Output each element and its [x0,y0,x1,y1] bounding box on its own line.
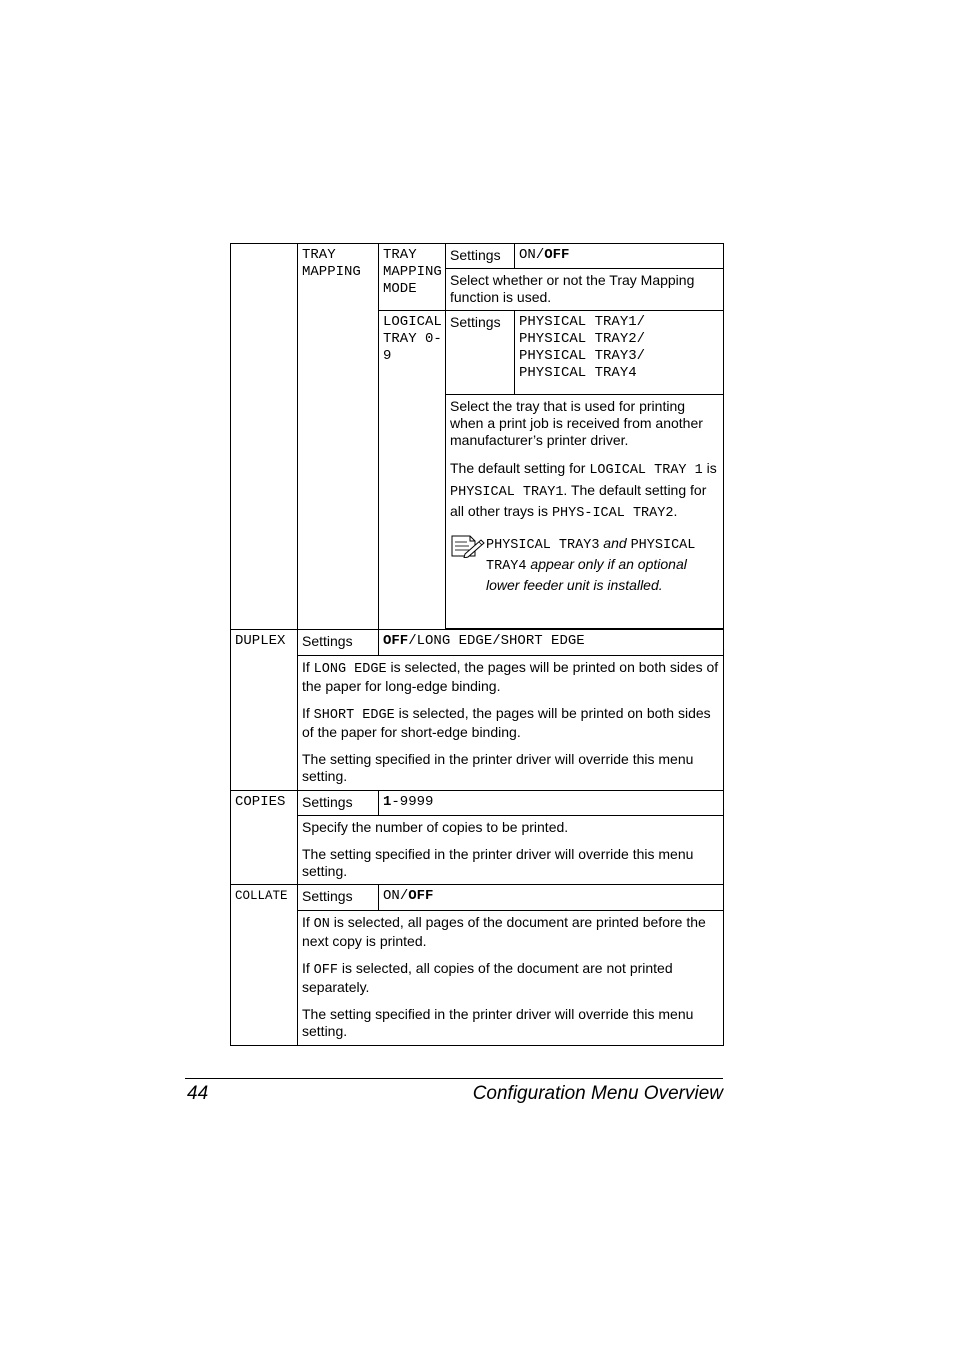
page-footer-title: Configuration Menu Overview [472,1083,723,1104]
logical-tray-options [515,311,724,395]
description-paragraph: Specify the number of copies to be printed. [302,819,569,835]
description-paragraph: If OFF is selected, all copies of the document are not printed separately. [302,960,673,995]
copies-description [298,816,724,885]
note [450,534,720,594]
description-paragraph: Select the tray that is used for printing when a print job is received from another manufacturer’s printer driver. [450,398,703,448]
settings-label: Settings [298,630,379,656]
tray-mapping-mode-description: Select whether or not the Tray Mapping function is used. [446,269,724,311]
duplex-menu-name: DUPLEX [231,630,298,791]
logical-tray-description [446,395,724,629]
settings-label: Settings [446,311,515,395]
description-paragraph: The setting specified in the printer driver will override this menu setting. [302,1006,694,1039]
description-paragraph: If SHORT EDGE is selected, the pages will be printed on both sides of the paper for short-edge binding. [302,705,711,740]
option: PHYSICAL TRAY1/ [519,314,646,330]
settings-label: Settings [298,885,379,911]
option: PHYSICAL TRAY4 [519,365,637,381]
page-number: 44 [187,1083,209,1104]
logical-tray-menu-name: LOGICAL TRAY 0-9 [379,311,446,630]
option: PHYSICAL TRAY2/ [519,331,646,347]
collate-description [298,911,724,1046]
footer-rule [185,1078,723,1079]
option: PHYSICAL TRAY3/ [519,348,646,364]
tray-mapping-mode-values: ON/OFF [515,244,724,269]
note-pencil-icon [450,534,486,558]
description-paragraph: The setting specified in the printer driver will override this menu setting. [302,751,694,784]
settings-label: Settings [298,791,379,816]
description-paragraph: If LONG EDGE is selected, the pages will be printed on both sides of the paper for long-edge binding. [302,659,719,694]
collate-values: ON/OFF [379,885,724,911]
menu-settings-table [230,243,724,1046]
tray-mapping-mode-menu-name: TRAY MAPPING MODE [379,244,446,311]
description-paragraph: The setting specified in the printer driver will override this menu setting. [302,846,694,879]
default-setting-paragraph: The default setting for LOGICAL TRAY 1 is PHYSICAL TRAY1. The default setting for all other trays is PHYS-ICAL TRAY2. [450,460,717,521]
copies-values: 1-9999 [379,791,724,816]
settings-label: Settings [446,244,515,269]
duplex-values: OFF/LONG EDGE/SHORT EDGE [379,630,724,656]
note-text: PHYSICAL TRAY3 and PHYSICAL TRAY4 appear only if an optional lower feeder unit is installed. [486,534,696,593]
blank-parent-cell [231,244,298,630]
description-paragraph: If ON is selected, all pages of the document are printed before the next copy is printed. [302,914,706,949]
copies-menu-name: COPIES [231,791,298,885]
collate-menu-name: COLLATE [231,885,298,1046]
duplex-description [298,656,724,791]
tray-mapping-menu-name: TRAY MAPPING [298,244,379,630]
